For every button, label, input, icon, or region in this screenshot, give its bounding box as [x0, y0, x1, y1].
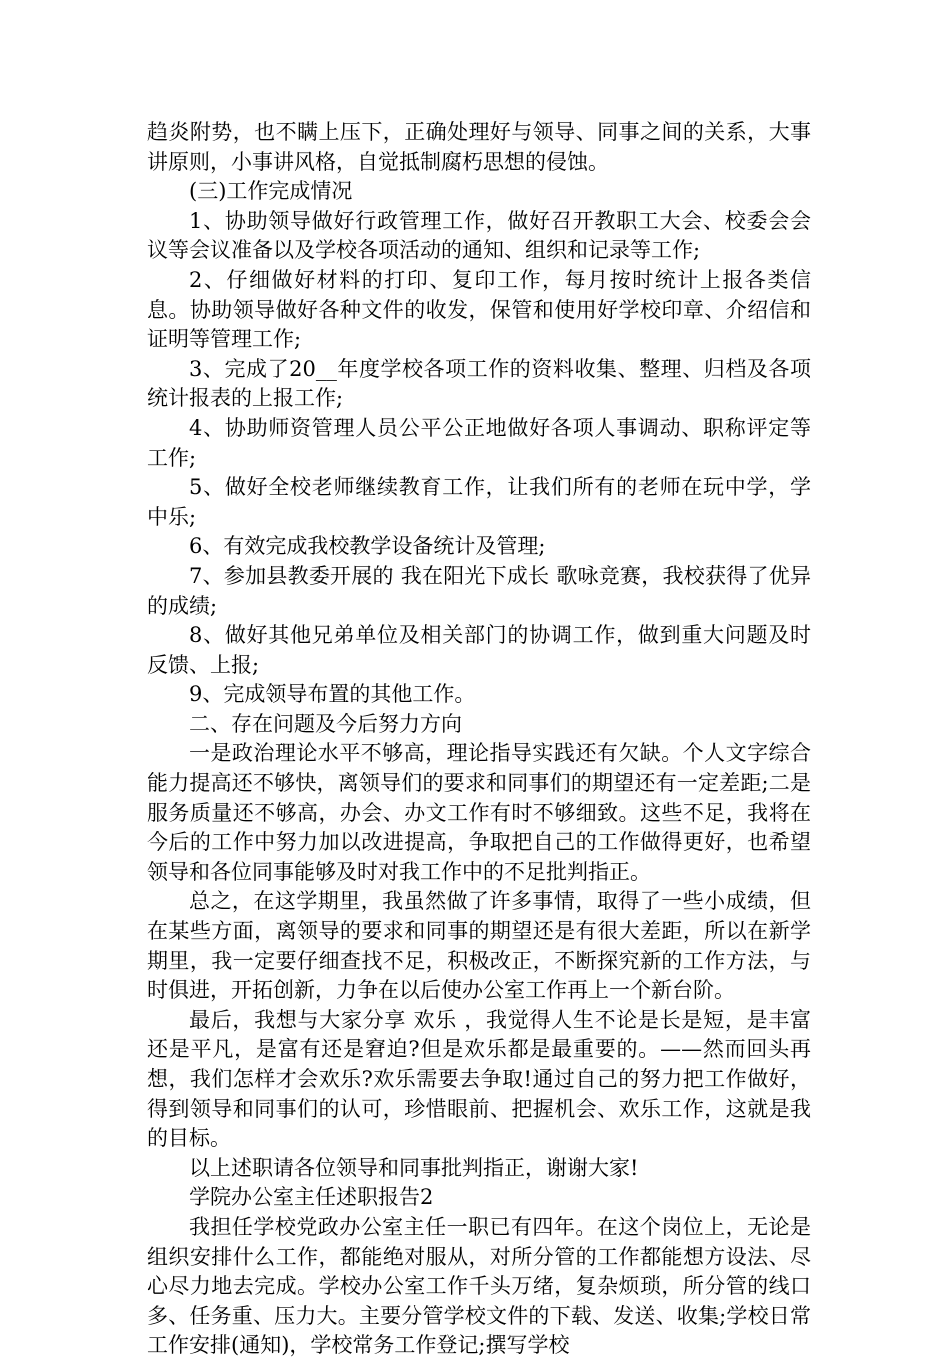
section-heading-problems: 二、存在问题及今后努力方向	[189, 711, 462, 736]
list-item: 3、完成了20__年度学校各项工作的资料收集、整理、归档及各项统计报表的上报工作;	[147, 356, 811, 411]
paragraph-summary: 总之，在这学期里，我虽然做了许多事情，取得了一些小成绩，但在某些方面，离领导的要求和同事的期望还是有很大差距，所以在新学期里，我一定要仔细查找不足，积极改正，不断探究新的工作方法，与时俱进，开拓创新，力争在以后使办公室工作再上一个新台阶。	[147, 889, 811, 1003]
paragraph-relations: 趋炎附势，也不瞒上压下，正确处理好与领导、同事之间的关系，大事讲原则，小事讲风格，自觉抵制腐朽思想的侵蚀。	[147, 120, 811, 174]
list-item: 9、完成领导布置的其他工作。	[189, 682, 476, 707]
list-item: 6、有效完成我校教学设备统计及管理;	[189, 534, 546, 559]
list-item: 7、参加县教委开展的 我在阳光下成长 歌咏竞赛，我校获得了优异的成绩;	[147, 563, 811, 618]
paragraph-joy: 最后，我想与大家分享 欢乐 ，我觉得人生不论是长是短，是丰富还是平凡，是富有还是窘迫?但是欢乐都是最重要的。——然而回头再想，我们怎样才会欢乐?欢乐需要去争取!通过自己的努力把工作做好，得到领导和同事们的认可，珍惜眼前、把握机会、欢乐工作，这就是我的目标。	[147, 1007, 811, 1151]
report-title: 学院办公室主任述职报告2	[189, 1185, 434, 1210]
section-heading-work-completion: (三)工作完成情况	[189, 179, 353, 204]
list-item: 1、协助领导做好行政管理工作，做好召开教职工大会、校委会会议等会议准备以及学校各项活动的通知、组织和记录等工作;	[147, 208, 811, 263]
paragraph-closing: 以上述职请各位领导和同事批判指正，谢谢大家!	[189, 1155, 639, 1180]
document-body	[147, 118, 811, 1361]
paragraph-report2-intro: 我担任学校党政办公室主任一职已有四年。在这个岗位上，无论是组织安排什么工作，都能绝对服从，对所分管的工作都能想方设法、尽心尽力地去完成。学校办公室工作千头万绪，复杂烦琐，所分管的线口多、任务重、压力大。主要分管学校文件的下载、发送、收集;学校日常工作安排(通知)，学校常务工作登记;撰写学校	[147, 1214, 811, 1358]
list-item: 2、仔细做好材料的打印、复印工作，每月按时统计上报各类信息。协助领导做好各种文件的收发，保管和使用好学校印章、介绍信和证明等管理工作;	[147, 267, 811, 352]
paragraph-problems: 一是政治理论水平不够高，理论指导实践还有欠缺。个人文字综合能力提高还不够快，离领导们的要求和同事们的期望还有一定差距;二是服务质量还不够高，办会、办文工作有时不够细致。这些不足，我将在今后的工作中努力加以改进提高，争取把自己的工作做得更好，也希望领导和各位同事能够及时对我工作中的不足批判指正。	[147, 741, 811, 884]
list-item: 5、做好全校老师继续教育工作，让我们所有的老师在玩中学，学中乐;	[147, 475, 811, 529]
list-item: 8、做好其他兄弟单位及相关部门的协调工作，做到重大问题及时反馈、上报;	[147, 623, 811, 677]
list-item: 4、协助师资管理人员公平公正地做好各项人事调动、职称评定等工作;	[147, 415, 811, 470]
